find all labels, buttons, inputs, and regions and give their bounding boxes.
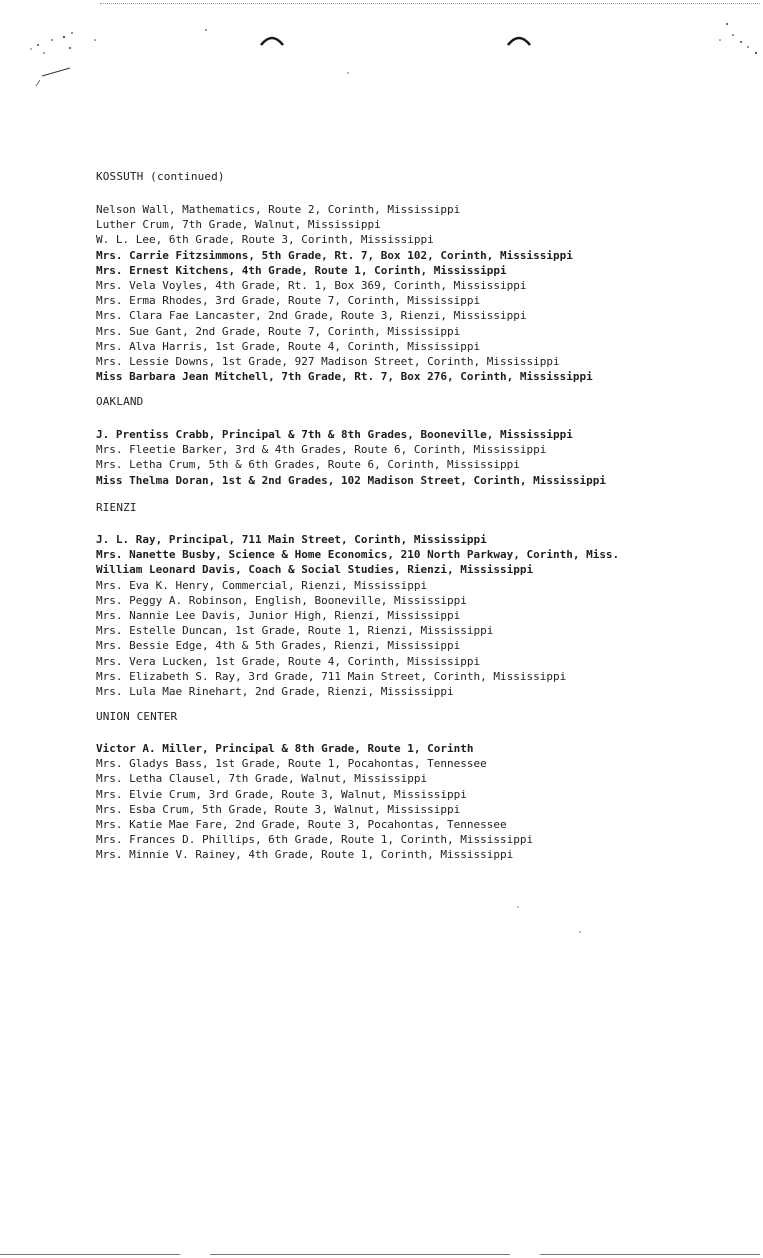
staff-list-rienzi (96, 532, 619, 699)
list-item: Mrs. Nannie Lee Davis, Junior High, Rienzi, Mississippi (96, 608, 461, 622)
section-heading-union-center: UNION CENTER (96, 710, 178, 723)
scan-stroke-mark (42, 68, 70, 76)
list-item: Mrs. Nanette Busby, Science & Home Economics, 210 North Parkway, Corinth, Miss. (96, 548, 620, 562)
list-item: Mrs. Lula Mae Rinehart, 2nd Grade, Rienzi, Mississippi (96, 684, 454, 698)
list-item: Mrs. Ernest Kitchens, 4th Grade, Route 1, Corinth, Mississippi (96, 263, 507, 277)
list-item: Miss Thelma Doran, 1st & 2nd Grades, 102 Madison Street, Corinth, Mississippi (96, 473, 606, 487)
bottom-edge-line (0, 1254, 180, 1255)
section-heading-oakland: OAKLAND (96, 395, 144, 408)
list-item: Mrs. Estelle Duncan, 1st Grade, Route 1, Rienzi, Mississippi (96, 624, 494, 638)
list-item: Mrs. Katie Mae Fare, 2nd Grade, Route 3, Pocahontas, Tennessee (96, 817, 507, 831)
list-item: Miss Barbara Jean Mitchell, 7th Grade, Rt. 7, Box 276, Corinth, Mississippi (96, 370, 593, 384)
section-heading-kossuth: KOSSUTH (continued) (96, 170, 225, 183)
list-item: Mrs. Gladys Bass, 1st Grade, Route 1, Pocahontas, Tennessee (96, 757, 487, 771)
list-item: Mrs. Clara Fae Lancaster, 2nd Grade, Route 3, Rienzi, Mississippi (96, 309, 527, 323)
staff-list-kossuth (96, 202, 593, 384)
list-item: Nelson Wall, Mathematics, Route 2, Corinth, Mississippi (96, 203, 461, 216)
list-item: Mrs. Sue Gant, 2nd Grade, Route 7, Corinth, Mississippi (96, 324, 461, 338)
list-item: William Leonard Davis, Coach & Social Studies, Rienzi, Mississippi (96, 563, 534, 577)
section-heading-rienzi: RIENZI (96, 501, 137, 514)
list-item: Mrs. Eva K. Henry, Commercial, Rienzi, Mississippi (96, 578, 428, 592)
list-item: Mrs. Vera Lucken, 1st Grade, Route 4, Corinth, Mississippi (96, 654, 481, 668)
staff-list-oakland (96, 427, 606, 488)
list-item: Mrs. Elvie Crum, 3rd Grade, Route 3, Walnut, Mississippi (96, 787, 467, 801)
binder-hole-right-icon (508, 38, 530, 45)
bottom-edge-line (540, 1254, 760, 1255)
list-item: Mrs. Frances D. Phillips, 6th Grade, Route 1, Corinth, Mississippi (96, 833, 534, 847)
scan-specks-left (30, 29, 207, 54)
list-item: Mrs. Fleetie Barker, 3rd & 4th Grades, Route 6, Corinth, Mississippi (96, 443, 547, 457)
list-item: Mrs. Esba Crum, 5th Grade, Route 3, Walnut, Mississippi (96, 802, 461, 816)
list-item: Mrs. Carrie Fitzsimmons, 5th Grade, Rt. 7, Box 102, Corinth, Mississippi (96, 248, 573, 262)
list-item: Mrs. Elizabeth S. Ray, 3rd Grade, 711 Main Street, Corinth, Mississippi (96, 669, 567, 683)
list-item: Victor A. Miller, Principal & 8th Grade, Route 1, Corinth (96, 742, 474, 755)
list-item: J. L. Ray, Principal, 711 Main Street, Corinth, Mississippi (96, 533, 487, 546)
list-item: Mrs. Minnie V. Rainey, 4th Grade, Route 1, Corinth, Mississippi (96, 848, 514, 862)
list-item: J. Prentiss Crabb, Principal & 7th & 8th Grades, Booneville, Mississippi (96, 428, 573, 441)
list-item: Mrs. Erma Rhodes, 3rd Grade, Route 7, Corinth, Mississippi (96, 294, 481, 308)
binder-hole-left-icon (261, 38, 283, 45)
list-item: Mrs. Letha Crum, 5th & 6th Grades, Route 6, Corinth, Mississippi (96, 458, 520, 472)
list-item: Mrs. Vela Voyles, 4th Grade, Rt. 1, Box 369, Corinth, Mississippi (96, 278, 527, 292)
list-item: Mrs. Peggy A. Robinson, English, Booneville, Mississippi (96, 593, 467, 607)
staff-list-union-center (96, 741, 533, 863)
list-item: Mrs. Letha Clausel, 7th Grade, Walnut, Mississippi (96, 772, 428, 786)
list-item: Luther Crum, 7th Grade, Walnut, Mississippi (96, 218, 381, 232)
list-item: Mrs. Bessie Edge, 4th & 5th Grades, Rienzi, Mississippi (96, 639, 461, 653)
list-item: Mrs. Alva Harris, 1st Grade, Route 4, Corinth, Mississippi (96, 339, 481, 353)
list-item: Mrs. Lessie Downs, 1st Grade, 927 Madison Street, Corinth, Mississippi (96, 354, 560, 368)
list-item: W. L. Lee, 6th Grade, Route 3, Corinth, Mississippi (96, 233, 434, 247)
bottom-edge-line (210, 1254, 510, 1255)
